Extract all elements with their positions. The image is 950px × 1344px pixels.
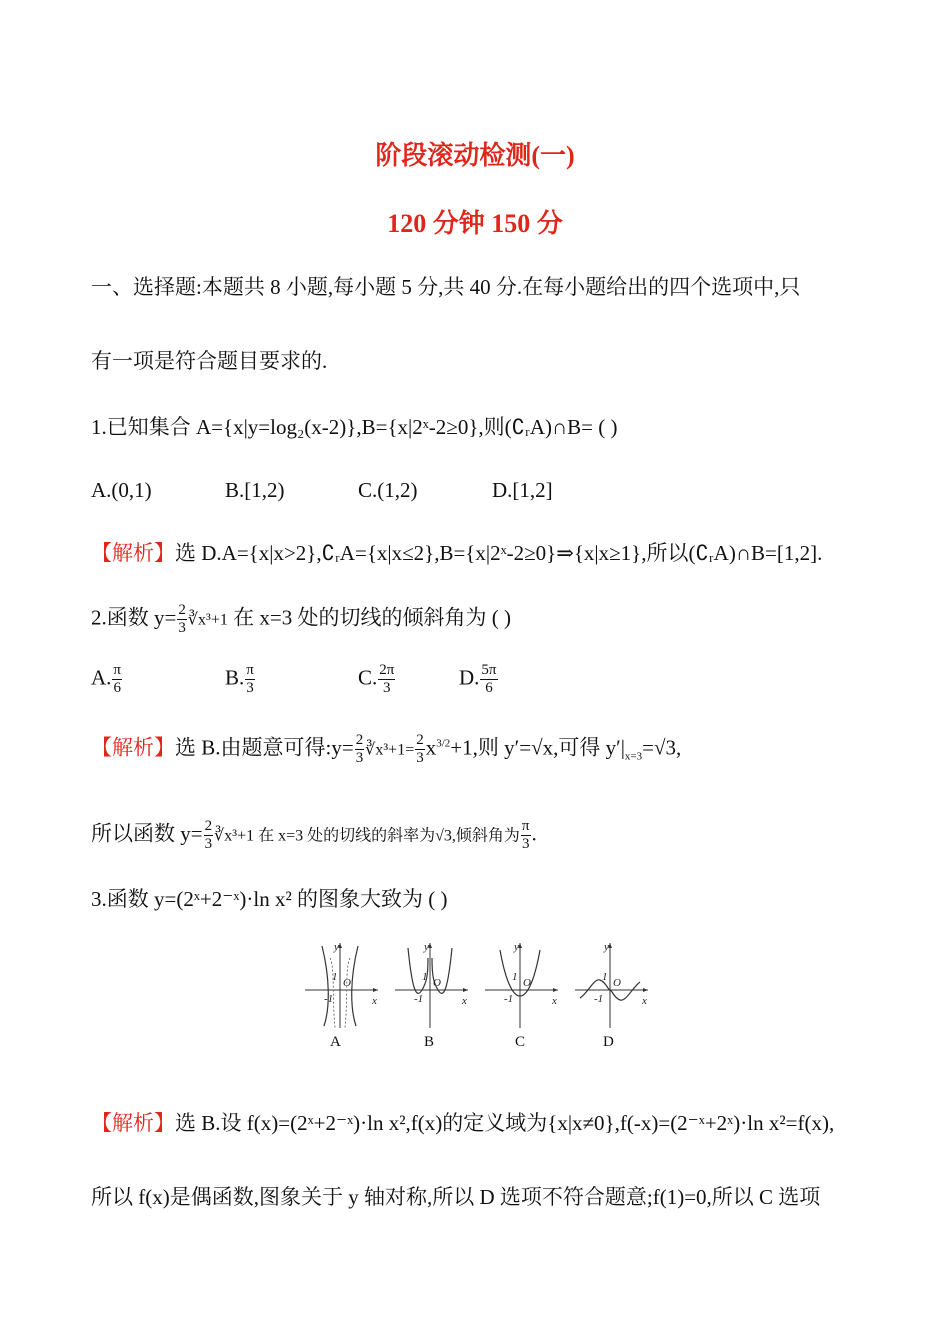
y-axis-label: y [604, 941, 609, 953]
origin-label: O [523, 977, 531, 989]
x-axis-label: x [642, 995, 647, 1007]
q3-stem: 3.函数 y=(2ˣ+2⁻ˣ)·ln x² 的图象大致为 ( ) [91, 887, 448, 911]
q2-option-a [91, 662, 123, 697]
subscript: x=3 [624, 750, 643, 763]
fraction-numerator: 2 [204, 818, 213, 834]
graph-b [395, 941, 468, 1028]
fraction-denominator: 3 [178, 620, 186, 636]
origin-label: O [433, 977, 441, 989]
graph-a [305, 941, 378, 1028]
tick-label-1: 1 [512, 971, 518, 983]
q2-option-b [225, 662, 256, 697]
y-axis-label: y [514, 941, 519, 953]
q2-option-d [459, 662, 499, 697]
fraction-denominator: 3 [416, 750, 424, 766]
q2-analysis-part: ∛x³+1= [365, 741, 415, 759]
y-axis-label: y [334, 941, 339, 953]
x-axis-label: x [462, 995, 467, 1007]
tick-label-neg1: -1 [504, 993, 514, 1005]
fraction-numerator: 2 [416, 732, 424, 748]
q2-option-c [358, 662, 396, 697]
fraction-numerator: π [521, 818, 530, 834]
fraction-denominator: 3 [383, 680, 391, 696]
q1-option-d: D.[1,2] [492, 478, 553, 502]
fraction-denominator: 3 [204, 836, 213, 852]
q2-analysis-part: 选 B.由题意可得:y= [175, 735, 354, 760]
tick-label-neg1: -1 [324, 993, 334, 1005]
fraction-numerator: 5π [481, 662, 497, 678]
graph-label-c: C [515, 1034, 526, 1050]
q3-analysis-line2: 所以 f(x)是偶函数,图象关于 y 轴对称,所以 D 选项不符合题意;f(1)=0,所以 C 选项 [91, 1185, 821, 1209]
page-subtitle: 120 分钟 150 分 [387, 209, 563, 238]
q3-analysis-line1 [91, 1108, 890, 1138]
origin-label: O [343, 977, 351, 989]
option-label: C. [358, 665, 378, 690]
graph-label-b: B [424, 1034, 435, 1050]
fraction-numerator: 2π [379, 662, 395, 678]
fraction-denominator: 3 [355, 750, 364, 766]
tick-label-neg1: -1 [414, 993, 424, 1005]
origin-label: O [613, 977, 621, 989]
q2-stem-fraction [177, 602, 187, 637]
analysis-tag: 【解析】 [91, 541, 175, 565]
fraction-numerator: 2 [355, 732, 364, 748]
analysis-tag: 【解析】 [91, 735, 175, 760]
q1-analysis-text: 选 D.A={x|x>2},∁ᵣA={x|x≤2},B={x|2ˣ-2≥0}⇒{x|x≥1},所以(∁ᵣA)∩B=[1,2]. [175, 541, 823, 565]
q2-stem-prefix: 2.函数 y= [91, 605, 177, 630]
q2-stem [91, 602, 890, 637]
fraction-denominator: 6 [485, 680, 493, 696]
q2-analysis-part: =√3, [642, 735, 682, 760]
x-axis-label: x [552, 995, 557, 1007]
q2-stem-root: ∛x³+1 [187, 611, 228, 629]
tick-label-1: 1 [332, 971, 338, 983]
q2-analysis-line2 [91, 818, 890, 853]
fraction-denominator: 3 [246, 680, 254, 696]
section-intro-line2: 有一项是符合题目要求的. [91, 349, 328, 373]
x-axis-label: x [372, 995, 377, 1007]
exponent: 3/2 [436, 737, 451, 750]
graph-c [485, 941, 558, 1028]
fraction-numerator: π [113, 662, 121, 678]
graph-label-a: A [330, 1034, 341, 1050]
fraction-denominator: 3 [521, 836, 530, 852]
q3-analysis-text: 选 B.设 f(x)=(2ˣ+2⁻ˣ)·ln x²,f(x)的定义域为{x|x≠0},f(-x)=(2⁻ˣ+2ˣ)·ln x²=f(x), [175, 1111, 835, 1135]
option-label: D. [459, 665, 480, 690]
q2-stem-suffix: 在 x=3 处的切线的倾斜角为 ( ) [233, 605, 511, 630]
q1-analysis [91, 538, 890, 568]
section-intro-line1: 一、选择题:本题共 8 小题,每小题 5 分,共 40 分.在每小题给出的四个选项中,只 [91, 275, 801, 299]
q1-option-c: C.(1,2) [358, 478, 418, 502]
q1-stem: 1.已知集合 A={x|y=log₂(x-2)},B={x|2ˣ-2≥0},则(∁ᵣA)∩B= ( ) [91, 415, 618, 439]
q2-analysis-part: +1,则 y′=√x,可得 y′| [450, 735, 625, 760]
q2-analysis-part: . [531, 821, 537, 846]
graph-d [575, 941, 648, 1028]
tick-label-1: 1 [602, 971, 608, 983]
q2-analysis-line1 [91, 732, 890, 767]
fraction-numerator: 2 [178, 602, 186, 618]
page-title: 阶段滚动检测(一) [375, 141, 575, 170]
option-label: B. [225, 665, 245, 690]
q2-analysis-part: ∛x³+1 在 x=3 处的切线的斜率为√3,倾斜角为 [214, 827, 520, 845]
q2-analysis-part: x [425, 735, 437, 760]
tick-label-1: 1 [422, 971, 428, 983]
analysis-tag: 【解析】 [91, 1111, 175, 1135]
q1-option-a: A.(0,1) [91, 478, 152, 502]
option-label: A. [91, 665, 112, 690]
graph-label-d: D [603, 1034, 614, 1050]
fraction-numerator: π [246, 662, 254, 678]
tick-label-neg1: -1 [594, 993, 604, 1005]
q2-analysis-part: 所以函数 y= [91, 821, 203, 846]
y-axis-label: y [424, 941, 429, 953]
fraction-denominator: 6 [113, 680, 121, 696]
q1-option-b: B.[1,2) [225, 478, 285, 502]
